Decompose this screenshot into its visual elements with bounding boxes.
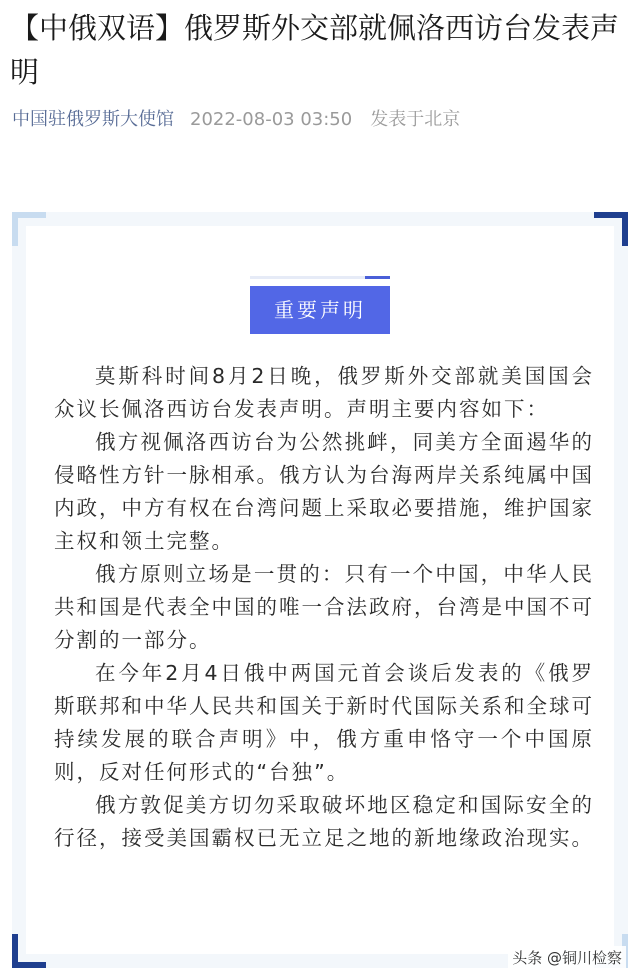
corner-bracket-top-left-icon	[12, 212, 46, 246]
paragraph: 俄方原则立场是一贯的：只有一个中国，中华人民共和国是代表全中国的唯一合法政府，台湾是中国不可分割的一部分。	[54, 562, 594, 652]
article-title: 【中俄双语】俄罗斯外交部就佩洛西访台发表声明	[10, 11, 620, 89]
statement-card	[12, 212, 628, 968]
badge-top-line	[250, 276, 390, 279]
publish-date: 2022-08-03 03:50	[190, 109, 353, 130]
paragraph: 俄方视佩洛西访台为公然挑衅，同美方全面遏华的侵略性方针一脉相承。俄方认为台海两岸关系纯属中国内政，中方有权在台湾问题上采取必要措施，维护国家主权和领土完整。	[54, 430, 594, 553]
author-link[interactable]: 中国驻俄罗斯大使馆	[12, 109, 174, 130]
publish-location: 发表于北京	[370, 109, 461, 130]
paragraph: 莫斯科时间8月2日晚，俄罗斯外交部就美国国会众议长佩洛西访台发表声明。声明主要内容如下：	[54, 364, 594, 421]
source-watermark: 头条 @铜川检察	[508, 946, 626, 970]
paragraph: 在今年2月4日俄中两国元首会谈后发表的《俄罗斯联邦和中华人民共和国关于新时代国际关系和全球可持续发展的联合声明》中，俄方重申恪守一个中国原则，反对任何形式的“台独”。	[54, 661, 594, 784]
paragraph: 俄方敦促美方切勿采取破坏地区稳定和国际安全的行径，接受美国霸权已无立足之地的新地缘政治现实。	[54, 793, 594, 850]
corner-bracket-bottom-left-icon	[12, 934, 46, 968]
article-meta	[12, 106, 460, 134]
statement-body	[54, 360, 594, 855]
badge-container	[250, 276, 390, 334]
corner-bracket-top-right-icon	[594, 212, 628, 246]
important-statement-badge: 重要声明	[250, 286, 390, 334]
